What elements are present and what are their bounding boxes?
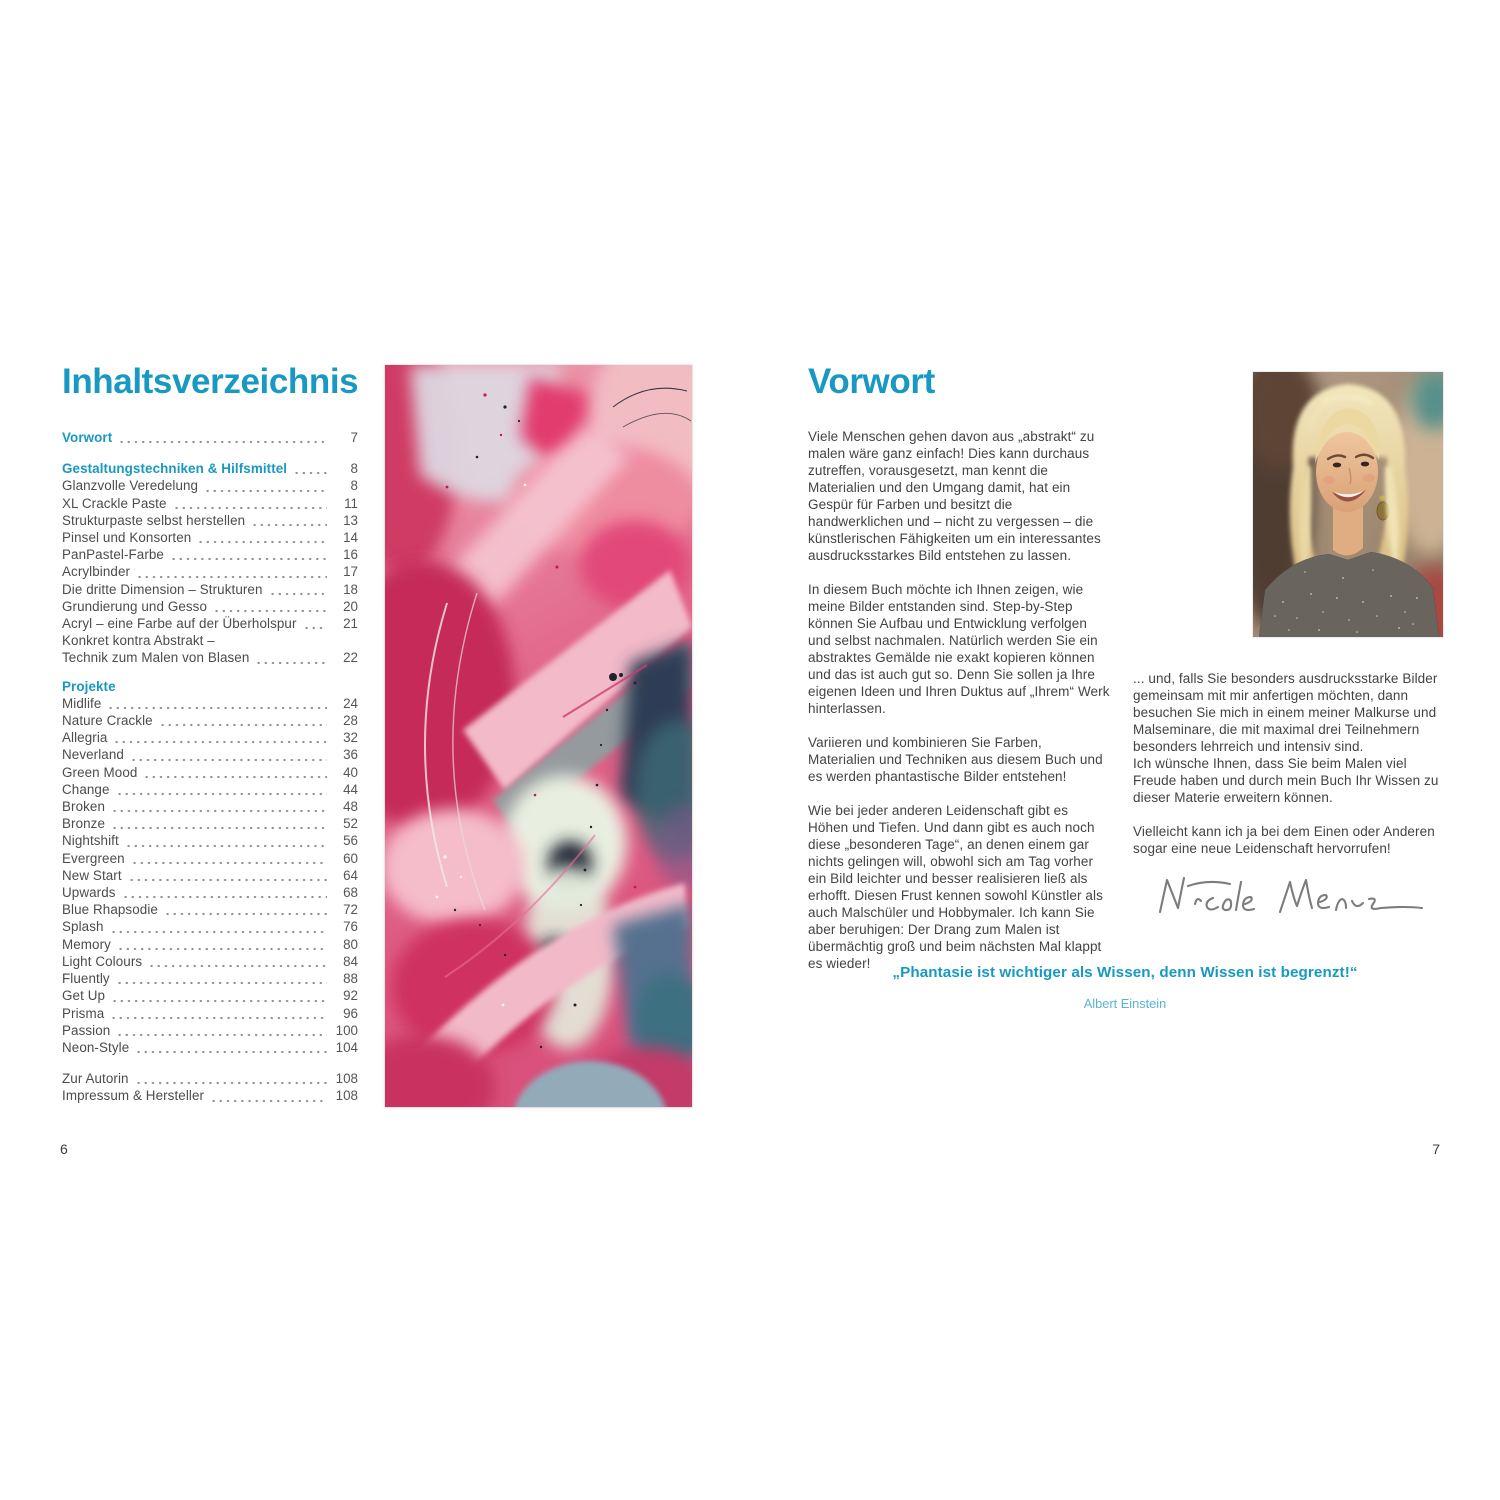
toc-entry — [62, 598, 358, 615]
preface-paragraph: Vielleicht kann ich ja bei dem Einen oder Anderen sogar eine neue Leidenschaft hervorrufen! — [1133, 824, 1435, 856]
toc-entry — [62, 695, 358, 712]
toc-entry — [62, 649, 358, 666]
toc-entry-page-number: 72 — [343, 902, 358, 918]
toc-entry — [62, 918, 358, 935]
toc-entry — [62, 563, 358, 580]
toc-entry — [62, 953, 358, 970]
quote-attribution: Albert Einstein — [1083, 996, 1167, 1011]
toc-entry — [62, 712, 358, 729]
toc-entry-label: New Start — [62, 867, 122, 883]
toc-entry — [62, 678, 358, 695]
toc-leader-dots — [113, 732, 327, 744]
table-of-contents — [62, 429, 358, 1105]
toc-entry-label: Acrylbinder — [62, 564, 131, 580]
toc-page-title: Inhaltsverzeichnis — [62, 362, 359, 401]
toc-leader-dots — [122, 887, 327, 899]
toc-leader-dots — [111, 818, 327, 830]
toc-entry-page-number: 104 — [335, 1039, 358, 1055]
toc-entry-page-number: 28 — [343, 713, 358, 729]
toc-entry-label: Acryl – eine Farbe auf der Überholspur — [62, 616, 297, 632]
toc-entry — [62, 729, 358, 746]
toc-leader-dots — [125, 836, 327, 848]
toc-entry-label: Technik zum Malen von Blasen — [62, 650, 250, 666]
toc-entry-label: Neon-Style — [62, 1039, 130, 1055]
toc-entry — [62, 495, 358, 512]
toc-entry-label: Neverland — [62, 747, 124, 763]
toc-entry-page-number: 44 — [343, 781, 358, 797]
toc-entry-label: Bronze — [62, 816, 106, 832]
toc-entry-page-number: 88 — [343, 971, 358, 987]
toc-leader-dots — [210, 1091, 327, 1103]
toc-entry — [62, 901, 358, 918]
toc-leader-dots — [111, 801, 327, 813]
preface-page-title: Vorwort — [808, 362, 935, 401]
toc-entry-label: Midlife — [62, 695, 102, 711]
toc-entry — [62, 867, 358, 884]
toc-entry-page-number: 92 — [343, 988, 358, 1004]
toc-entry — [62, 746, 358, 763]
toc-entry-label: Change — [62, 781, 110, 797]
toc-group — [62, 678, 358, 1056]
toc-entry-label: XL Crackle Paste — [62, 495, 167, 511]
toc-entry-page-number: 56 — [343, 833, 358, 849]
toc-entry-page-number: 32 — [343, 730, 358, 746]
toc-entry-page-number: 80 — [343, 936, 358, 952]
toc-entry — [62, 1022, 358, 1039]
toc-group — [62, 460, 358, 666]
preface-paragraph: Variieren und kombinieren Sie Farben, Materialien und Techniken aus diesem Buch und es werden phantastische Bilder entstehen! — [808, 735, 1103, 784]
toc-entry-label: PanPastel-Farbe — [62, 547, 164, 563]
toc-leader-dots — [143, 767, 327, 779]
toc-entry-label: Gestaltungstechniken & Hilfsmittel — [62, 461, 288, 477]
toc-entry — [62, 546, 358, 563]
toc-leader-dots — [131, 853, 327, 865]
preface-paragraph: Wie bei jeder anderen Leidenschaft gibt es Höhen und Tiefen. Und dann gibt es auch noch diese „besonderen Tage“, an denen einem gar nichts gelingen will, obwohl sich am Tag vorher ein Bild leichter und besser realisieren ließ als erhofft. Diesen Frust kennen sowohl Künstler als auch Malschüler und Hobbymaler. Ich kann Sie aber beruhigen: Der Drang zum Malen ist übermächtig groß und beim nächsten Mal klappt es wieder! — [808, 803, 1103, 971]
toc-leader-dots — [116, 784, 327, 796]
toc-leader-dots — [128, 870, 327, 882]
preface-paragraph: ... und, falls Sie besonders ausdrucksstarke Bilder gemeinsam mit mir anfertigen möchten, dann besuchen Sie mich in einem meiner Malkurse und Malseminare, die mit maximal drei Teilnehmern besonders lehrreich und intensiv sind. — [1133, 671, 1438, 754]
toc-leader-dots — [269, 584, 327, 596]
preface-text-column-1 — [808, 428, 1111, 989]
toc-entry-label: Fluently — [62, 971, 110, 987]
toc-leader-dots — [135, 1042, 327, 1054]
preface-paragraph: Ich wünsche Ihnen, dass Sie beim Malen viel Freude haben und durch mein Buch Ihr Wissen zu dieser Materie erweitern können. — [1133, 756, 1439, 805]
toc-entry-label: Get Up — [62, 988, 106, 1004]
toc-entry-page-number: 68 — [343, 885, 358, 901]
toc-entry — [62, 798, 358, 815]
toc-entry — [62, 764, 358, 781]
toc-leader-dots — [136, 567, 327, 579]
toc-leader-dots — [135, 1073, 327, 1085]
preface-paragraph: Viele Menschen gehen davon aus „abstrakt“ zu malen wäre ganz einfach! Dies kann durchaus zutreffen, vorausgesetzt, man kennt die Materialien und den Umgang damit, hat ein Gespür für Farben und besitzt die handwerklichen und – nicht zu vergessen – die künstlerischen Fähigkeiten um ein interessantes ausdrucksstarkes Bild entstehen zu lassen. — [808, 429, 1101, 563]
toc-leader-dots — [116, 1025, 327, 1037]
toc-leader-dots — [116, 973, 327, 985]
toc-entry-page-number: 11 — [344, 495, 358, 511]
toc-entry-page-number: 108 — [335, 1088, 358, 1104]
toc-entry — [62, 781, 358, 798]
toc-entry-label: Broken — [62, 799, 106, 815]
toc-entry — [62, 512, 358, 529]
toc-entry-page-number: 8 — [350, 461, 358, 477]
toc-entry-label: Splash — [62, 919, 104, 935]
toc-leader-dots — [111, 991, 327, 1003]
toc-entry-label: Vorwort — [62, 430, 113, 445]
toc-leader-dots — [221, 635, 327, 647]
toc-entry — [62, 615, 358, 632]
toc-leader-dots — [110, 922, 327, 934]
toc-entry — [62, 884, 358, 901]
toc-entry-page-number: 84 — [343, 953, 358, 969]
toc-entry-label: Die dritte Dimension – Strukturen — [62, 581, 263, 597]
toc-entry-page-number: 100 — [335, 1022, 358, 1038]
toc-entry-page-number: 14 — [343, 530, 358, 546]
toc-entry-page-number: 36 — [343, 747, 358, 763]
toc-entry-page-number: 76 — [343, 919, 358, 935]
toc-entry-label: Upwards — [62, 885, 116, 901]
toc-leader-dots — [303, 618, 327, 630]
toc-entry-label: Allegria — [62, 730, 108, 746]
toc-entry-label: Prisma — [62, 1005, 105, 1021]
toc-entry-label: Passion — [62, 1022, 111, 1038]
toc-entry — [62, 581, 358, 598]
toc-leader-dots — [197, 532, 327, 544]
toc-entry-page-number: 60 — [343, 850, 358, 866]
toc-group — [62, 1070, 358, 1104]
toc-leader-dots — [204, 481, 327, 493]
toc-leader-dots — [110, 1008, 327, 1020]
toc-leader-dots — [293, 463, 327, 475]
toc-entry — [62, 460, 358, 477]
toc-entry-label: Evergreen — [62, 850, 125, 866]
preface-paragraph: In diesem Buch möchte ich Ihnen zeigen, wie meine Bilder entstanden sind. Step-by-Step können Sie Aufbau und Entwicklung verfolgen und selbst nachmalen. Natürlich werden Sie ein abstraktes Gemälde nie exakt kopieren können und das ist auch gut so. Denn Sie sollen ja Ihre eigenen Ideen und Ihren Duktus auf „Ihrem“ Werk hinterlassen. — [808, 582, 1110, 716]
toc-entry-label: Blue Rhapsodie — [62, 902, 158, 918]
toc-leader-dots — [255, 653, 327, 665]
toc-entry-label: Memory — [62, 936, 111, 952]
toc-leader-dots — [148, 956, 327, 968]
toc-leader-dots — [118, 432, 327, 444]
toc-entry-page-number: 20 — [343, 598, 358, 614]
toc-entry — [62, 1039, 358, 1056]
toc-leader-dots — [122, 681, 327, 693]
page-number-left: 6 — [60, 1141, 68, 1157]
toc-entry-page-number: 16 — [343, 547, 358, 563]
toc-leader-dots — [173, 498, 327, 510]
toc-entry-page-number: 52 — [343, 816, 358, 832]
toc-entry-label: Zur Autorin — [62, 1071, 129, 1087]
toc-entry-page-number: 40 — [343, 764, 358, 780]
author-portrait-photo — [1253, 372, 1443, 637]
toc-entry-label: Impressum & Hersteller — [62, 1088, 205, 1104]
toc-entry-label: Konkret kontra Abstrakt – — [62, 633, 215, 649]
abstract-painting-image — [385, 365, 692, 1107]
toc-entry-page-number: 17 — [343, 564, 358, 580]
toc-entry-page-number: 21 — [343, 616, 358, 632]
toc-entry — [62, 936, 358, 953]
toc-entry-label: Projekte — [62, 678, 116, 694]
toc-entry-label: Pinsel und Konsorten — [62, 530, 192, 546]
toc-leader-dots — [130, 750, 327, 762]
toc-entry — [62, 477, 358, 494]
toc-entry-page-number: 13 — [343, 512, 358, 528]
toc-entry — [62, 815, 358, 832]
toc-entry-page-number: 96 — [343, 1005, 358, 1021]
toc-leader-dots — [170, 549, 327, 561]
toc-entry-label: Light Colours — [62, 953, 143, 969]
toc-leader-dots — [164, 904, 327, 916]
toc-entry — [62, 529, 358, 546]
toc-entry — [62, 632, 358, 649]
toc-entry-label: Strukturpaste selbst herstellen — [62, 512, 246, 528]
toc-entry-label: Nature Crackle — [62, 713, 153, 729]
toc-leader-dots — [117, 939, 327, 951]
toc-entry-page-number: 24 — [343, 695, 358, 711]
toc-entry — [62, 832, 358, 849]
page-number-right: 7 — [1432, 1141, 1440, 1157]
toc-entry — [62, 429, 358, 446]
toc-entry-page-number: 8 — [350, 478, 358, 494]
toc-entry — [62, 1005, 358, 1022]
author-signature — [1150, 868, 1435, 926]
toc-entry-page-number: 22 — [343, 650, 358, 666]
preface-text-column-2 — [1133, 670, 1441, 874]
toc-leader-dots — [159, 715, 327, 727]
einstein-quote: „Phantasie ist wichtiger als Wissen, denn Wissen ist begrenzt!“ — [892, 964, 1358, 981]
toc-entry — [62, 1070, 358, 1087]
toc-entry — [62, 850, 358, 867]
toc-entry-page-number: 48 — [343, 799, 358, 815]
toc-entry — [62, 987, 358, 1004]
toc-leader-dots — [213, 601, 327, 613]
toc-entry-page-number: 64 — [343, 867, 358, 883]
toc-entry-label: Nightshift — [62, 833, 119, 849]
toc-leader-dots — [107, 698, 327, 710]
toc-entry-page-number: 108 — [335, 1071, 358, 1087]
toc-leader-dots — [251, 515, 327, 527]
toc-group — [62, 429, 358, 446]
toc-entry-page-number: 18 — [343, 581, 358, 597]
toc-entry-label: Glanzvolle Veredelung — [62, 478, 199, 494]
toc-entry-label: Green Mood — [62, 764, 138, 780]
toc-entry — [62, 1087, 358, 1104]
toc-entry — [62, 970, 358, 987]
toc-entry-page-number: 7 — [350, 430, 358, 445]
toc-entry-label: Grundierung und Gesso — [62, 598, 208, 614]
